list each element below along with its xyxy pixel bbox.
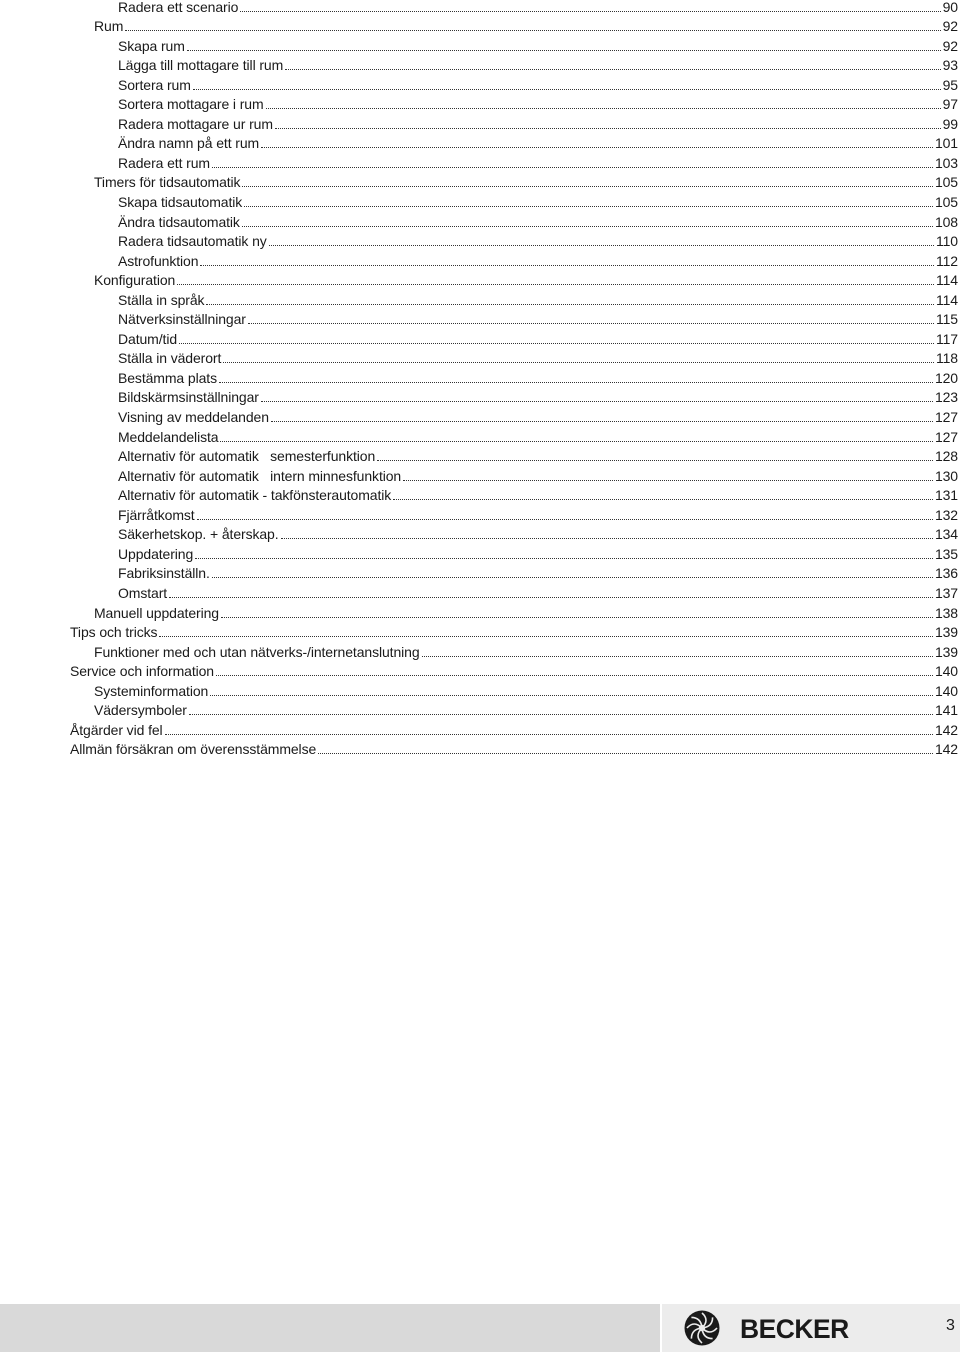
- toc-entry[interactable]: [0, 739, 960, 759]
- toc-entry[interactable]: [0, 133, 960, 153]
- toc-dot-leader: [240, 11, 940, 12]
- toc-entry[interactable]: [0, 0, 960, 16]
- toc-entry[interactable]: [0, 367, 960, 387]
- toc-entry-page: 128: [934, 448, 958, 465]
- toc-dot-leader: [210, 695, 933, 696]
- toc-entry-page: 139: [934, 624, 958, 641]
- toc-entry-page: 112: [935, 252, 958, 269]
- toc-entry-page: 135: [934, 545, 958, 562]
- toc-entry-title: Fjärråtkomst: [118, 506, 195, 523]
- toc-dot-leader: [169, 597, 933, 598]
- brand-logo-text: BECKER: [740, 1314, 849, 1344]
- toc-entry-title: Säkerhetskop. + återskap.: [118, 526, 279, 543]
- toc-entry-title: Bildskärmsinställningar: [118, 389, 259, 406]
- toc-entry[interactable]: [0, 74, 960, 94]
- toc-entry[interactable]: [0, 328, 960, 348]
- toc-entry[interactable]: [0, 582, 960, 602]
- toc-entry-title: Service och information: [70, 663, 214, 680]
- toc-dot-leader: [165, 734, 933, 735]
- toc-entry-page: 120: [934, 369, 958, 386]
- toc-entry-title: Ställa in väderort: [118, 350, 222, 367]
- toc-entry[interactable]: [0, 113, 960, 133]
- toc-entry[interactable]: [0, 504, 960, 524]
- toc-dot-leader: [285, 69, 940, 70]
- toc-entry[interactable]: [0, 661, 960, 681]
- toc-entry[interactable]: [0, 700, 960, 720]
- toc-entry-page: 127: [934, 428, 958, 445]
- toc-entry-page: 118: [935, 350, 958, 367]
- toc-dot-leader: [193, 89, 941, 90]
- toc-dot-leader: [275, 128, 941, 129]
- toc-entry[interactable]: [0, 152, 960, 172]
- toc-entry-page: 110: [935, 233, 958, 250]
- toc-entry[interactable]: [0, 622, 960, 642]
- toc-dot-leader: [195, 558, 933, 559]
- toc-entry-page: 117: [935, 330, 958, 347]
- toc-entry-page: 140: [934, 663, 958, 680]
- toc-entry[interactable]: [0, 191, 960, 211]
- toc-entry-page: 90: [942, 0, 958, 15]
- toc-entry-title: Datum/tid: [118, 330, 178, 347]
- toc-entry-title: Radera ett scenario: [118, 0, 239, 15]
- toc-dot-leader: [177, 284, 934, 285]
- toc-entry-title: Astrofunktion: [118, 252, 199, 269]
- toc-dot-leader: [206, 304, 934, 305]
- toc-entry-title: Ändra namn på ett rum: [118, 135, 260, 152]
- toc-entry-title: Allmän försäkran om överensstämmelse: [70, 741, 317, 758]
- toc-entry-page: 101: [934, 135, 958, 152]
- toc-entry-page: 138: [934, 604, 958, 621]
- toc-dot-leader: [244, 206, 933, 207]
- toc-entry-page: 140: [934, 682, 958, 699]
- toc-dot-leader: [212, 167, 933, 168]
- toc-entry[interactable]: [0, 55, 960, 75]
- toc-entry-page: 131: [934, 487, 958, 504]
- toc-entry-title: Systeminformation: [94, 682, 209, 699]
- toc-dot-leader: [220, 441, 932, 442]
- toc-entry-title: Konfiguration: [94, 272, 176, 289]
- toc-entry-page: 142: [934, 721, 958, 738]
- toc-entry[interactable]: [0, 172, 960, 192]
- toc-entry[interactable]: [0, 524, 960, 544]
- toc-entry-title: Fabriksinställn.: [118, 565, 210, 582]
- toc-entry[interactable]: [0, 446, 960, 466]
- toc-entry[interactable]: [0, 563, 960, 583]
- toc-entry-page: 99: [942, 115, 958, 132]
- toc-entry-page: 114: [935, 272, 958, 289]
- toc-entry[interactable]: [0, 387, 960, 407]
- toc-entry-page: 93: [942, 57, 958, 74]
- toc-entry[interactable]: [0, 543, 960, 563]
- toc-entry-page: 92: [942, 37, 958, 54]
- toc-entry-page: 105: [934, 194, 958, 211]
- toc-dot-leader: [377, 460, 933, 461]
- toc-entry-title: Omstart: [118, 584, 168, 601]
- toc-entry[interactable]: [0, 94, 960, 114]
- toc-dot-leader: [242, 186, 932, 187]
- toc-dot-leader: [179, 343, 934, 344]
- toc-entry-page: 139: [934, 643, 958, 660]
- toc-dot-leader: [216, 675, 933, 676]
- toc-entry[interactable]: [0, 231, 960, 251]
- toc-entry-title: Alternativ för automatik intern minnesfunktion: [118, 467, 402, 484]
- toc-entry-title: Skapa tidsautomatik: [118, 194, 243, 211]
- toc-entry-title: Nätverksinställningar: [118, 311, 246, 328]
- toc-dot-leader: [422, 656, 933, 657]
- toc-entry-page: 97: [942, 96, 958, 113]
- toc-entry-title: Radera mottagare ur rum: [118, 115, 273, 132]
- toc-dot-leader: [212, 577, 933, 578]
- toc-dot-leader: [242, 226, 933, 227]
- toc-dot-leader: [271, 421, 933, 422]
- footer-bar: [0, 1304, 660, 1352]
- toc-entry-title: Radera tidsautomatik ny: [118, 233, 267, 250]
- toc-entry[interactable]: [0, 250, 960, 270]
- toc-entry-title: Uppdatering: [118, 545, 194, 562]
- toc-entry-title: Visning av meddelanden: [118, 409, 269, 426]
- toc-entry-title: Manuell uppdatering: [94, 604, 219, 621]
- toc-dot-leader: [281, 538, 933, 539]
- toc-dot-leader: [318, 753, 933, 754]
- page-footer: [0, 1304, 960, 1352]
- toc-entry[interactable]: [0, 485, 960, 505]
- toc-entry-page: 134: [934, 526, 958, 543]
- toc-entry-page: 141: [934, 702, 958, 719]
- toc-entry-title: Bestämma plats: [118, 369, 217, 386]
- toc-entry-title: Skapa rum: [118, 37, 185, 54]
- toc-entry[interactable]: [0, 211, 960, 231]
- toc-dot-leader: [189, 714, 933, 715]
- toc-entry-page: 108: [934, 213, 958, 230]
- toc-entry-title: Radera ett rum: [118, 154, 210, 171]
- toc-entry-page: 103: [934, 154, 958, 171]
- toc-dot-leader: [403, 480, 933, 481]
- toc-entry[interactable]: [0, 289, 960, 309]
- toc-entry-page: 142: [934, 741, 958, 758]
- toc-entry-title: Alternativ för automatik semesterfunktion: [118, 448, 376, 465]
- toc-entry-page: 137: [934, 584, 958, 601]
- toc-entry[interactable]: [0, 641, 960, 661]
- toc-entry-title: Rum: [94, 18, 124, 35]
- toc-entry-title: Vädersymboler: [94, 702, 187, 719]
- toc-dot-leader: [266, 108, 941, 109]
- toc-dot-leader: [248, 323, 934, 324]
- toc-dot-leader: [393, 499, 933, 500]
- toc-dot-leader: [261, 147, 933, 148]
- toc-dot-leader: [221, 617, 933, 618]
- toc-entry[interactable]: [0, 406, 960, 426]
- toc-entry-page: 132: [934, 506, 958, 523]
- toc-entry[interactable]: [0, 348, 960, 368]
- toc-entry-title: Lägga till mottagare till rum: [118, 57, 284, 74]
- toc-entry-page: 92: [942, 18, 958, 35]
- toc-entry-title: Sortera mottagare i rum: [118, 96, 264, 113]
- toc-entry-title: Timers för tidsautomatik: [94, 174, 241, 191]
- toc-entry[interactable]: [0, 719, 960, 739]
- toc-entry[interactable]: [0, 309, 960, 329]
- toc-entry[interactable]: [0, 270, 960, 290]
- toc-entry[interactable]: [0, 16, 960, 36]
- toc-dot-leader: [269, 245, 934, 246]
- toc-entry[interactable]: [0, 680, 960, 700]
- toc-dot-leader: [223, 362, 934, 363]
- toc-entry-page: 123: [934, 389, 958, 406]
- toc-entry-title: Ändra tidsautomatik: [118, 213, 240, 230]
- toc-entry-page: 127: [934, 409, 958, 426]
- toc-dot-leader: [261, 401, 933, 402]
- toc-entry-page: 105: [934, 174, 958, 191]
- toc-entry[interactable]: [0, 602, 960, 622]
- toc-entry[interactable]: [0, 465, 960, 485]
- becker-spiral-logo-icon: [684, 1310, 720, 1346]
- toc-entry-page: 136: [934, 565, 958, 582]
- toc-dot-leader: [125, 30, 940, 31]
- page-number: 3: [946, 1317, 955, 1334]
- toc-entry[interactable]: [0, 35, 960, 55]
- toc-dot-leader: [197, 519, 933, 520]
- toc-entry-title: Ställa in språk: [118, 291, 205, 308]
- toc-dot-leader: [219, 382, 933, 383]
- toc-entry-title: Sortera rum: [118, 76, 191, 93]
- toc-entry[interactable]: [0, 426, 960, 446]
- toc-entry-title: Meddelandelista: [118, 428, 219, 445]
- toc-entry-title: Tips och tricks: [70, 624, 158, 641]
- toc-entry-title: Funktioner med och utan nätverks-/internetanslutning: [94, 643, 420, 660]
- toc-dot-leader: [159, 636, 932, 637]
- toc-entry-page: 115: [935, 311, 958, 328]
- toc-entry-title: Åtgärder vid fel: [70, 721, 163, 738]
- toc-dot-leader: [200, 265, 934, 266]
- toc-entry-page: 130: [934, 467, 958, 484]
- toc-dot-leader: [187, 50, 941, 51]
- toc-entry-page: 114: [935, 291, 958, 308]
- toc-entry-page: 95: [942, 76, 958, 93]
- toc-entry-title: Alternativ för automatik - takfönsterautomatik: [118, 487, 392, 504]
